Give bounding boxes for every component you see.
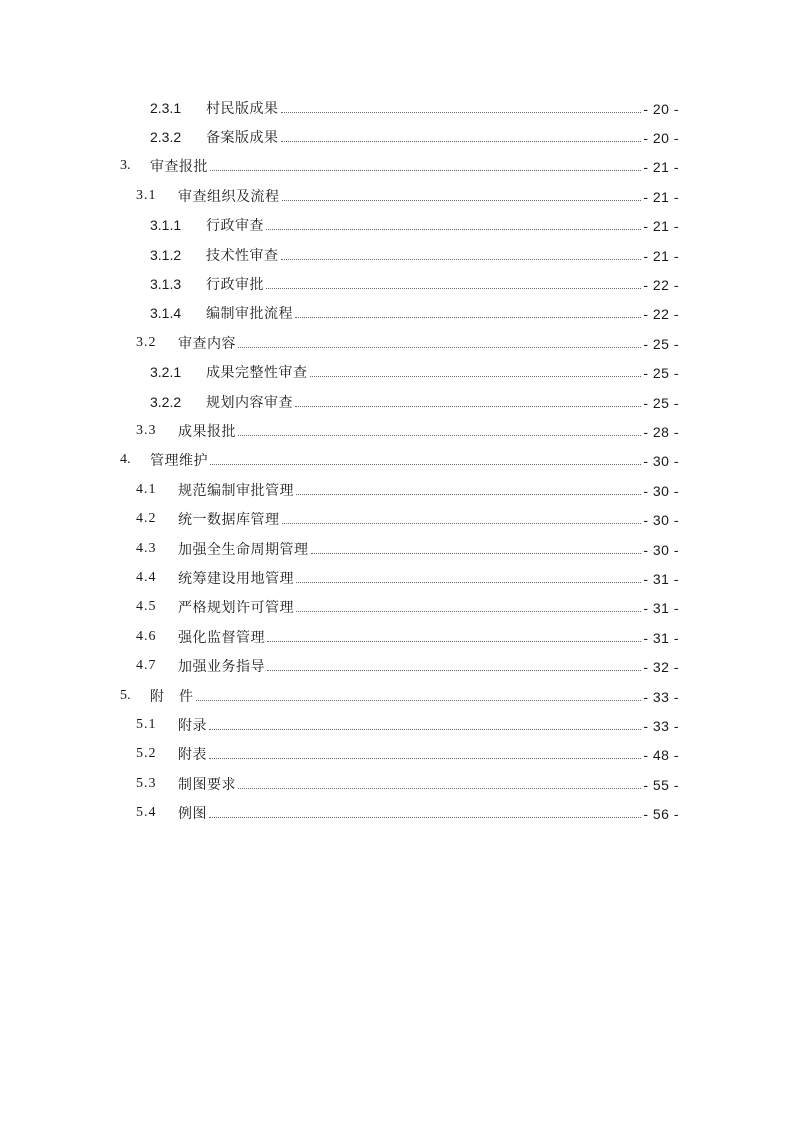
toc-leader-dots <box>238 787 641 789</box>
toc-entry-page: - 48 - <box>643 747 679 764</box>
toc-leader-dots <box>296 493 641 495</box>
toc-entry-page: - 20 - <box>643 100 679 117</box>
toc-entry-title: 加强业务指导 <box>178 659 265 676</box>
toc-leader-dots <box>296 610 641 612</box>
toc-entry-page: - 33 - <box>643 717 679 734</box>
toc-entry-number: 4.7 <box>136 658 157 674</box>
toc-entry-4-2[interactable] <box>0 504 800 533</box>
toc-entry-number: 4.3 <box>136 540 157 556</box>
toc-entry-title: 审查组织及流程 <box>178 188 280 205</box>
toc-entry-page: - 30 - <box>643 512 679 529</box>
toc-entry-3-1[interactable] <box>0 181 800 210</box>
toc-leader-dots <box>296 581 641 583</box>
toc-leader-dots <box>209 816 641 818</box>
toc-entry-5-4[interactable] <box>0 798 800 827</box>
toc-entry-title: 规划内容审查 <box>206 394 293 411</box>
toc-entry-title: 管理维护 <box>150 453 208 470</box>
toc-entry-page: - 21 - <box>643 188 679 205</box>
toc-entry-number: 3.2.2 <box>150 393 182 410</box>
toc-entry-page: - 30 - <box>643 453 679 470</box>
toc-entry-3-1-1[interactable] <box>0 211 800 240</box>
toc-entry-title: 强化监督管理 <box>178 629 265 646</box>
toc-entry-number: 2.3.1 <box>150 99 182 116</box>
toc-entry-title: 成果报批 <box>178 423 236 440</box>
toc-entry-number: 2.3.2 <box>150 129 182 146</box>
toc-entry-page: - 25 - <box>643 365 679 382</box>
toc-entry-page: - 25 - <box>643 335 679 352</box>
toc-entry-3-2-2[interactable] <box>0 387 800 416</box>
toc-entry-page: - 30 - <box>643 541 679 558</box>
toc-entry-4-7[interactable] <box>0 651 800 680</box>
toc-entry-number: 5.1 <box>136 716 157 732</box>
toc-entry-page: - 31 - <box>643 600 679 617</box>
toc-entry-title: 统筹建设用地管理 <box>178 570 294 587</box>
toc-entry-3-1-2[interactable] <box>0 240 800 269</box>
toc-entry-number: 3.1 <box>136 187 157 203</box>
toc-leader-dots <box>238 434 641 436</box>
toc-entry-number: 4.2 <box>136 511 157 527</box>
toc-entry-number: 3.2 <box>136 334 157 350</box>
toc-leader-dots <box>311 552 642 554</box>
toc-entry-page: - 22 - <box>643 277 679 294</box>
toc-entry-number: 3.1.1 <box>150 217 182 234</box>
toc-entry-4-6[interactable] <box>0 622 800 651</box>
toc-entry-number: 5. <box>120 687 131 703</box>
toc-entry-page: - 33 - <box>643 688 679 705</box>
toc-entry-number: 5.2 <box>136 746 157 762</box>
toc-entry-number: 4.6 <box>136 628 157 644</box>
toc-leader-dots <box>281 140 642 142</box>
toc-entry-page: - 25 - <box>643 394 679 411</box>
toc-leader-dots <box>209 728 641 730</box>
toc-entry-page: - 56 - <box>643 806 679 823</box>
toc-leader-dots <box>266 287 641 289</box>
toc-entry-number: 4.1 <box>136 481 157 497</box>
table-of-contents <box>0 93 800 828</box>
toc-entry-page: - 21 - <box>643 247 679 264</box>
toc-entry-title: 行政审批 <box>206 277 264 294</box>
toc-entry-page: - 31 - <box>643 570 679 587</box>
toc-leader-dots <box>210 463 641 465</box>
toc-entry-title: 规范编制审批管理 <box>178 482 294 499</box>
toc-entry-5-2[interactable] <box>0 740 800 769</box>
toc-entry-page: - 55 - <box>643 776 679 793</box>
toc-entry-2-3-2[interactable] <box>0 122 800 151</box>
toc-entry-5-1[interactable] <box>0 710 800 739</box>
toc-leader-dots <box>209 757 641 759</box>
toc-entry-4-3[interactable] <box>0 534 800 563</box>
toc-entry-number: 3.3 <box>136 422 157 438</box>
toc-entry-title: 例图 <box>178 806 207 823</box>
toc-entry-number: 4.4 <box>136 569 157 585</box>
toc-entry-page: - 20 - <box>643 130 679 147</box>
toc-entry-title: 成果完整性审查 <box>206 365 308 382</box>
toc-entry-title: 附表 <box>178 747 207 764</box>
toc-entry-number: 5.4 <box>136 805 157 821</box>
toc-leader-dots <box>210 169 641 171</box>
toc-leader-dots <box>295 405 641 407</box>
toc-entry-title: 村民版成果 <box>206 100 279 117</box>
toc-leader-dots <box>295 316 641 318</box>
toc-leader-dots <box>281 111 642 113</box>
toc-entry-page: - 28 - <box>643 423 679 440</box>
toc-entry-title: 编制审批流程 <box>206 306 293 323</box>
toc-entry-3-1-3[interactable] <box>0 269 800 298</box>
toc-leader-dots <box>282 199 642 201</box>
toc-entry-title: 审查内容 <box>178 335 236 352</box>
toc-entry-title: 附录 <box>178 717 207 734</box>
toc-entry-title: 审查报批 <box>150 159 208 176</box>
toc-leader-dots <box>238 346 641 348</box>
toc-entry-title: 行政审查 <box>206 218 264 235</box>
toc-entry-4-4[interactable] <box>0 563 800 592</box>
toc-leader-dots <box>310 375 642 377</box>
toc-entry-number: 3.1.3 <box>150 276 182 293</box>
toc-leader-dots <box>196 699 642 701</box>
toc-entry-number: 5.3 <box>136 775 157 791</box>
toc-entry-number: 3.1.4 <box>150 305 182 322</box>
toc-entry-4-1[interactable] <box>0 475 800 504</box>
toc-leader-dots <box>267 640 641 642</box>
toc-leader-dots <box>267 669 641 671</box>
toc-entry-number: 4. <box>120 452 131 468</box>
toc-entry-page: - 22 - <box>643 306 679 323</box>
toc-entry-5-3[interactable] <box>0 769 800 798</box>
toc-leader-dots <box>266 228 641 230</box>
toc-entry-title: 技术性审查 <box>206 247 279 264</box>
toc-entry-5[interactable] <box>0 681 800 710</box>
toc-entry-4-5[interactable] <box>0 593 800 622</box>
toc-entry-3-3[interactable] <box>0 416 800 445</box>
toc-entry-number: 3.2.1 <box>150 364 182 381</box>
toc-entry-number: 4.5 <box>136 599 157 615</box>
toc-entry-number: 3.1.2 <box>150 246 182 263</box>
toc-entry-title: 严格规划许可管理 <box>178 600 294 617</box>
toc-entry-3-2[interactable] <box>0 328 800 357</box>
toc-entry-title: 加强全生命周期管理 <box>178 541 309 558</box>
toc-entry-page: - 21 - <box>643 159 679 176</box>
toc-entry-title: 备案版成果 <box>206 130 279 147</box>
toc-entry-page: - 31 - <box>643 629 679 646</box>
toc-entry-page: - 32 - <box>643 659 679 676</box>
toc-entry-4[interactable] <box>0 446 800 475</box>
toc-entry-title: 统一数据库管理 <box>178 512 280 529</box>
toc-entry-title: 制图要求 <box>178 776 236 793</box>
toc-entry-page: - 21 - <box>643 218 679 235</box>
toc-entry-number: 3. <box>120 158 131 174</box>
toc-entry-3-2-1[interactable] <box>0 358 800 387</box>
toc-entry-title: 附 件 <box>150 688 194 705</box>
toc-entry-2-3-1[interactable] <box>0 93 800 122</box>
toc-leader-dots <box>281 258 642 260</box>
toc-entry-3-1-4[interactable] <box>0 299 800 328</box>
toc-leader-dots <box>282 522 642 524</box>
toc-entry-page: - 30 - <box>643 482 679 499</box>
toc-entry-3[interactable] <box>0 152 800 181</box>
